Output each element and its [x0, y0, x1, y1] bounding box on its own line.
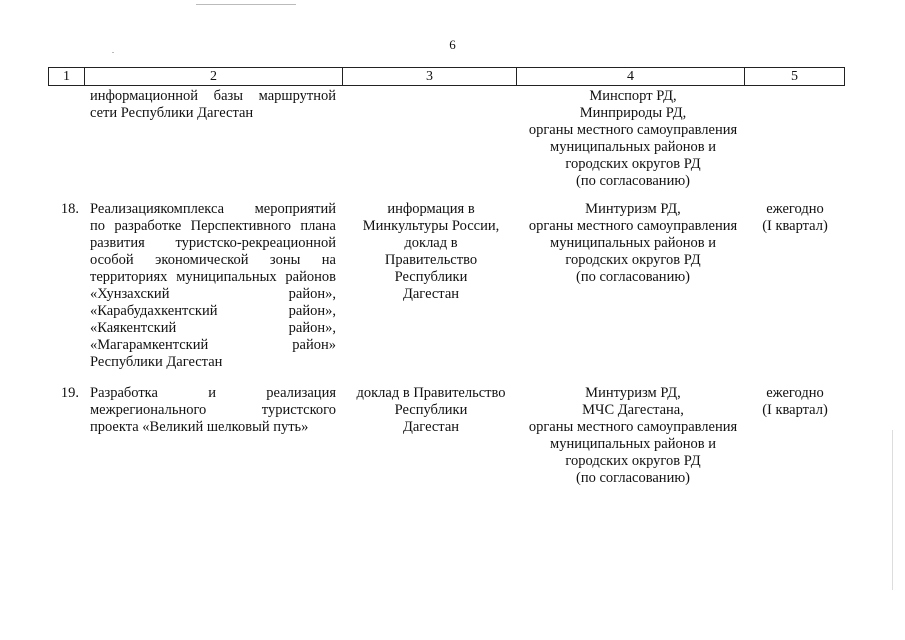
reporting-line: доклад в Правительство	[356, 385, 506, 401]
description-line: «Каякентский район»,	[90, 320, 336, 336]
reporting-line: информация в	[387, 201, 475, 217]
responsible-line: органы местного самоуправления	[528, 122, 738, 138]
responsible-line: (по согласованию)	[576, 269, 690, 285]
row-description	[90, 201, 336, 371]
description-line: особой экономической зоны на	[90, 252, 336, 268]
row-reporting-form	[345, 201, 517, 303]
scan-artifact	[112, 52, 114, 53]
responsible-line: муниципальных районов и	[550, 436, 716, 452]
header-cell-2: 2	[85, 68, 343, 85]
scan-artifact	[196, 4, 296, 5]
reporting-line: доклад в	[404, 235, 458, 251]
reporting-line: Республики	[394, 402, 468, 418]
responsible-line: Минспорт РД,	[589, 88, 677, 104]
responsible-line: Минтуризм РД,	[585, 385, 681, 401]
responsible-line: (по согласованию)	[576, 470, 690, 486]
row-description	[90, 385, 336, 436]
responsible-line: органы местного самоуправления	[528, 419, 738, 435]
reporting-line: Минкультуры России,	[362, 218, 500, 234]
description-line: проекта «Великий шелковый путь»	[90, 419, 309, 435]
description-line: «Карабудахкентский район»,	[90, 303, 336, 319]
responsible-line: муниципальных районов и	[550, 139, 716, 155]
row-responsible	[516, 201, 750, 286]
reporting-line: Дагестан	[402, 419, 460, 435]
row-deadline	[750, 201, 840, 235]
row-description	[90, 88, 336, 122]
description-line: «Магарамкентский район»	[90, 337, 336, 353]
deadline-line: (I квартал)	[762, 218, 828, 234]
row-deadline	[750, 385, 840, 419]
responsible-line: органы местного самоуправления	[528, 218, 738, 234]
responsible-line: городских округов РД	[565, 252, 701, 268]
scan-artifact	[892, 430, 893, 590]
responsible-line: (по согласованию)	[576, 173, 690, 189]
header-cell-3: 3	[343, 68, 517, 85]
responsible-line: муниципальных районов и	[550, 235, 716, 251]
header-cell-4: 4	[517, 68, 745, 85]
header-cell-1: 1	[49, 68, 85, 85]
responsible-line: МЧС Дагестана,	[582, 402, 684, 418]
table-header-row	[48, 67, 845, 86]
deadline-line: ежегодно	[766, 385, 824, 401]
row-number: 19.	[60, 385, 79, 401]
description-line: межрегионального туристского	[90, 402, 336, 418]
description-line: Реализациякомплекса мероприятий	[90, 201, 336, 217]
description-line: Разработка и реализация	[90, 385, 336, 401]
reporting-line: Правительство	[384, 252, 478, 268]
row-responsible	[516, 88, 750, 190]
description-line: территориях муниципальных районов	[90, 269, 336, 285]
reporting-line: Республики	[394, 269, 468, 285]
description-line: по разработке Перспективного плана	[90, 218, 336, 234]
description-line: информационной базы маршрутной	[90, 88, 336, 104]
reporting-line: Дагестан	[402, 286, 460, 302]
row-number: 18.	[60, 201, 79, 217]
deadline-line: ежегодно	[766, 201, 824, 217]
responsible-line: Минтуризм РД,	[585, 201, 681, 217]
row-reporting-form	[345, 385, 517, 436]
deadline-line: (I квартал)	[762, 402, 828, 418]
header-cell-5: 5	[791, 69, 798, 84]
page-number: 6	[449, 37, 456, 52]
row-responsible	[516, 385, 750, 487]
description-line: сети Республики Дагестан	[90, 105, 254, 121]
description-line: «Хунзахский район»,	[90, 286, 336, 302]
responsible-line: Минприроды РД,	[579, 105, 687, 121]
description-line: Республики Дагестан	[90, 354, 223, 370]
description-line: развития туристско-рекреационной	[90, 235, 336, 251]
responsible-line: городских округов РД	[565, 156, 701, 172]
responsible-line: городских округов РД	[565, 453, 701, 469]
